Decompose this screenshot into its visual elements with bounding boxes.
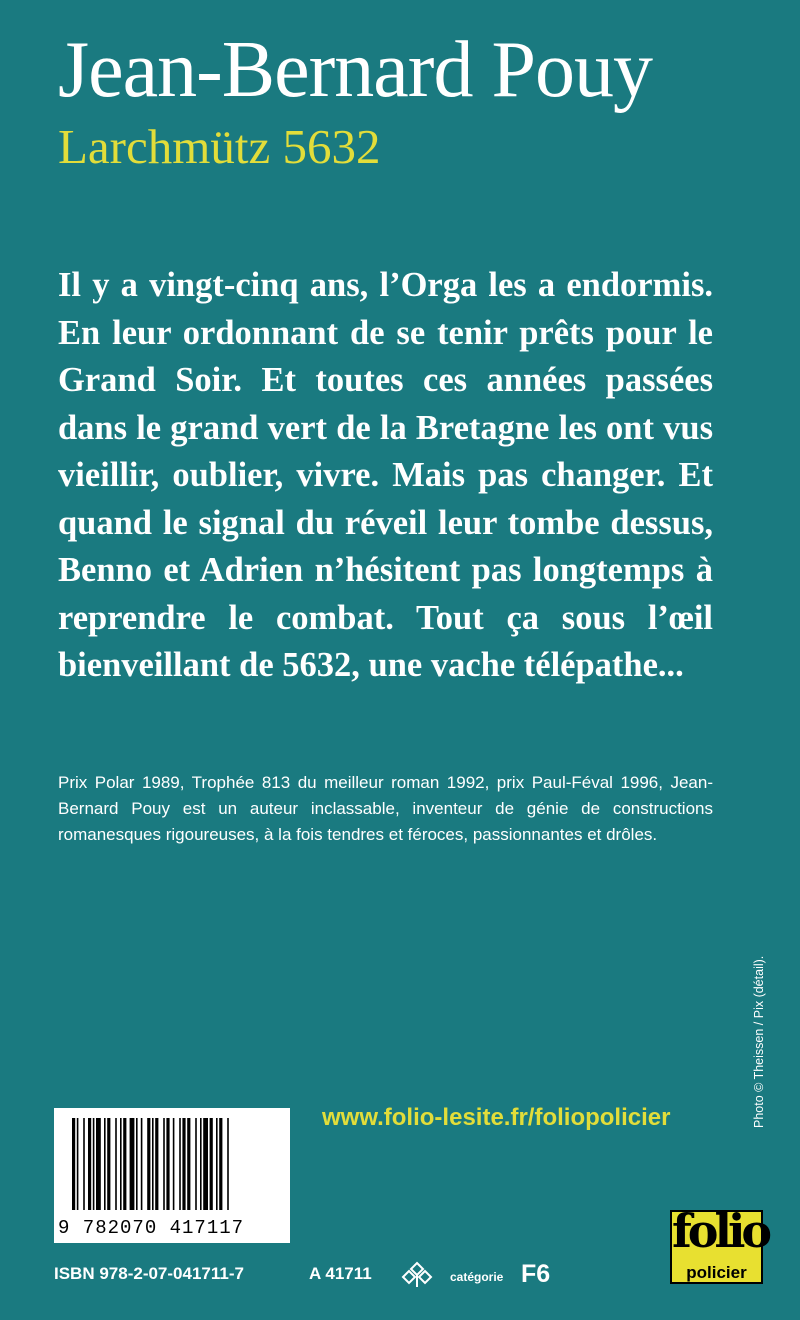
barcode-bar bbox=[182, 1118, 185, 1210]
barcode-digits: 9 782070 417117 bbox=[58, 1217, 245, 1239]
barcode-bar bbox=[88, 1118, 91, 1210]
barcode-bar bbox=[195, 1118, 197, 1210]
barcode-bar bbox=[219, 1118, 222, 1210]
author-bio: Prix Polar 1989, Trophée 813 du meilleur roman 1992, prix Paul-Féval 1996, Jean-Bernard Pouy est un auteur inclassable, inventeur de génie de constructions romanesques rigoureuses, à la fois tendres et féroces, passionnantes et drôles. bbox=[58, 773, 713, 844]
website-link[interactable]: www.folio-lesite.fr/foliopolicier bbox=[322, 1104, 671, 1131]
barcode-bar bbox=[179, 1118, 181, 1210]
barcode-bar bbox=[200, 1118, 202, 1210]
barcode-bar bbox=[136, 1118, 138, 1210]
barcode bbox=[54, 1108, 290, 1243]
barcode-bar bbox=[130, 1118, 135, 1210]
logo-main-text: folio bbox=[672, 1204, 769, 1258]
barcode-bar bbox=[173, 1118, 175, 1210]
barcode-bar bbox=[115, 1118, 117, 1210]
barcode-bar bbox=[104, 1118, 106, 1210]
book-title: Larchmütz 5632 bbox=[58, 119, 381, 174]
barcode-bar bbox=[187, 1118, 190, 1210]
barcode-bar bbox=[96, 1118, 101, 1210]
barcode-bar bbox=[120, 1118, 122, 1210]
barcode-bar bbox=[147, 1118, 150, 1210]
barcode-bar bbox=[93, 1118, 95, 1210]
barcode-bar bbox=[216, 1118, 218, 1210]
barcode-bar bbox=[107, 1118, 110, 1210]
barcode-bar bbox=[227, 1118, 229, 1210]
barcode-bar bbox=[166, 1118, 169, 1210]
publisher-emblem-icon bbox=[400, 1260, 434, 1290]
author-name: Jean-Bernard Pouy bbox=[58, 26, 652, 114]
product-code: A 41711 bbox=[309, 1264, 372, 1283]
back-cover-blurb: Il y a vingt-cinq ans, l’Orga les a endormis. En leur ordonnant de se tenir prêts pour le Grand Soir. Et toutes ces années passées dans le grand vert de la Bretagne les ont vus vieillir, oublier, vivre. Mais pas changer. Et quand le signal du réveil leur tombe dessus, Benno et Adrien n’hésitent pas longtemps à reprendre le combat. Tout ça sous l’œil bienveillant de 5632, une vache télépathe... bbox=[58, 266, 713, 684]
barcode-bar bbox=[83, 1118, 85, 1210]
barcode-bar bbox=[141, 1118, 143, 1210]
barcode-bar bbox=[77, 1118, 79, 1210]
logo-sub-text: policier bbox=[686, 1263, 747, 1282]
category-value: F6 bbox=[521, 1260, 551, 1288]
isbn: ISBN 978-2-07-041711-7 bbox=[54, 1264, 244, 1283]
barcode-bar bbox=[155, 1118, 158, 1210]
barcode-bars bbox=[72, 1118, 272, 1210]
barcode-bar bbox=[203, 1118, 208, 1210]
barcode-bar bbox=[72, 1118, 75, 1210]
category-label: catégorie bbox=[450, 1270, 504, 1284]
barcode-bar bbox=[123, 1118, 126, 1210]
photo-credit: Photo © Theissen / Pix (détail). bbox=[752, 955, 766, 1128]
barcode-bar bbox=[152, 1118, 154, 1210]
folio-policier-logo bbox=[670, 1204, 769, 1284]
barcode-bar bbox=[163, 1118, 165, 1210]
barcode-bar bbox=[210, 1118, 213, 1210]
